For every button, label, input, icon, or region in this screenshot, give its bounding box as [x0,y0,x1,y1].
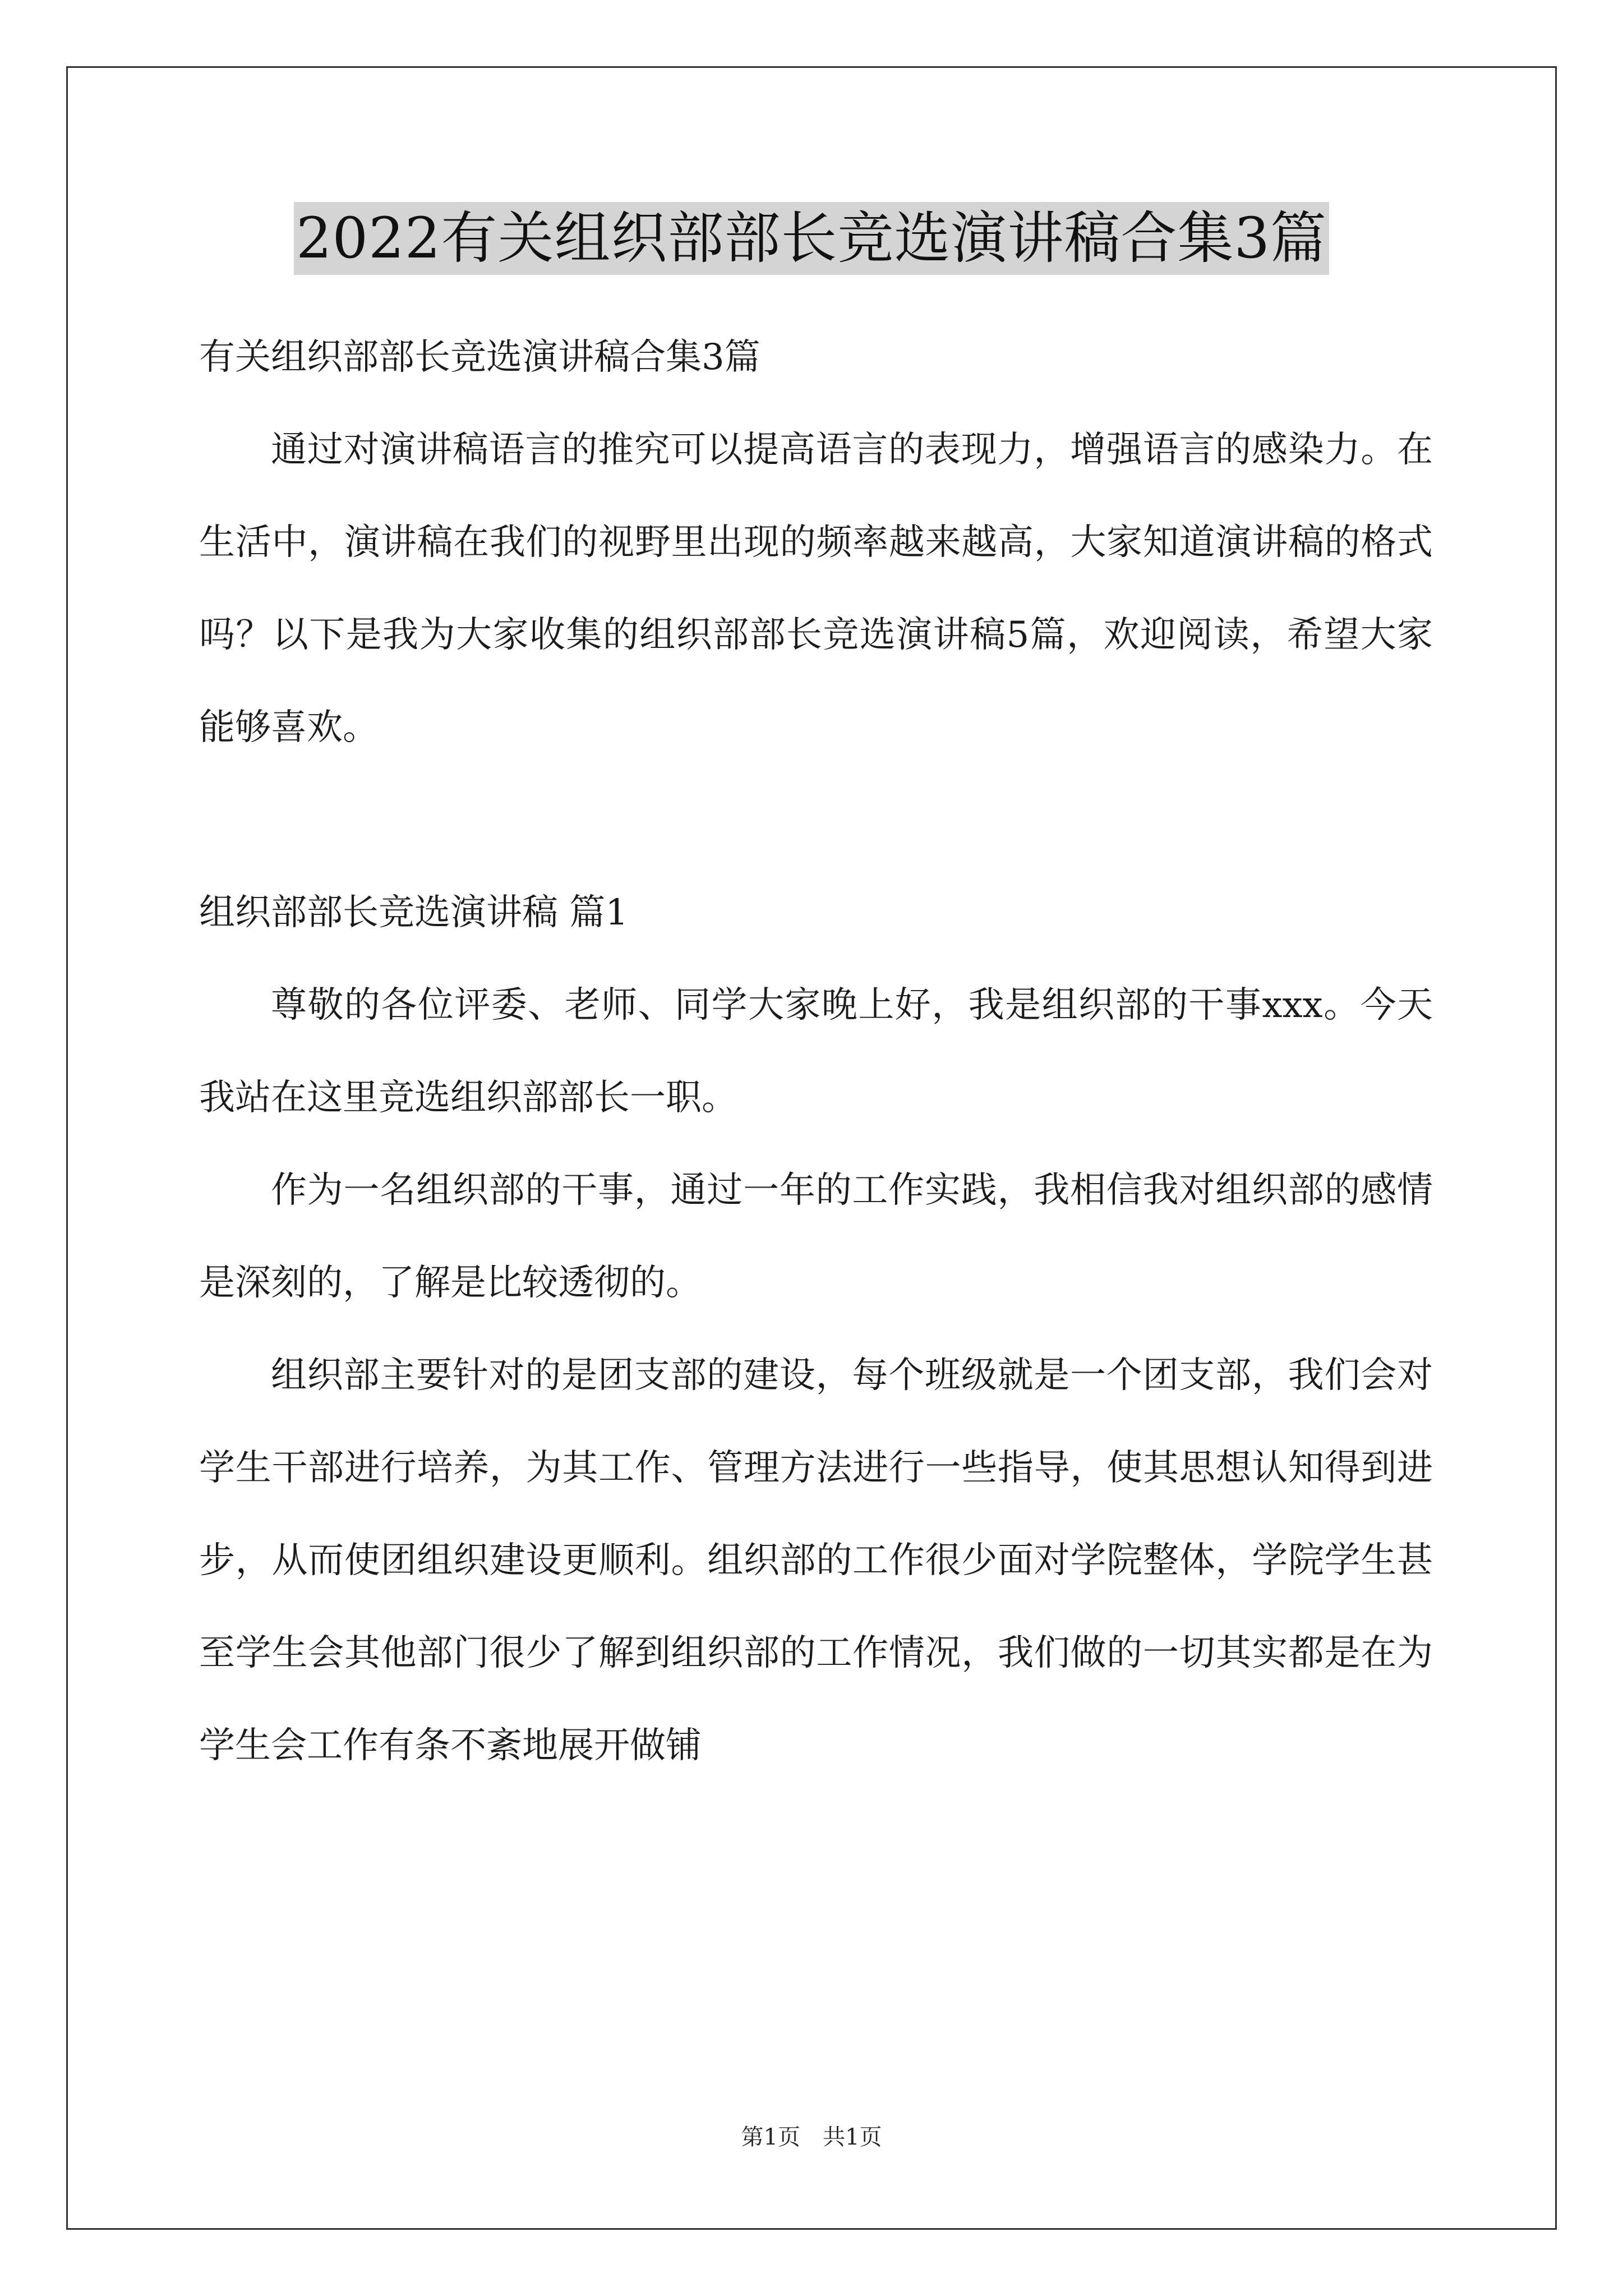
section-spacer [199,774,1433,867]
document-body [199,311,1433,1792]
page-footer [0,2120,1623,2154]
section-heading: 组织部部长竞选演讲稿 篇1 [199,892,629,933]
title-container [0,202,1623,275]
body-paragraph: 作为一名组织部的干事，通过一年的工作实践，我相信我对组织部的感情是深刻的，了解是比较透彻的。 [199,1170,1433,1304]
intro-paragraph: 通过对演讲稿语言的推究可以提高语言的表现力，增强语言的感染力。在生活中，演讲稿在我们的视野里出现的频率越来越高，大家知道演讲稿的格式吗？以下是我为大家收集的组织部部长竞选演讲稿5篇，欢迎阅读，希望大家能够喜欢。 [199,429,1433,748]
page-number: 第1页 共1页 [741,2124,882,2150]
body-paragraph: 组织部主要针对的是团支部的建设，每个班级就是一个团支部，我们会对学生干部进行培养，为其工作、管理方法进行一些指导，使其思想认知得到进步，从而使团组织建设更顺利。组织部的工作很少面对学院整体，学院学生甚至学生会其他部门很少了解到组织部的工作情况，我们做的一切其实都是在为学生会工作有条不紊地展开做铺 [199,1355,1433,1766]
document-subtitle: 有关组织部部长竞选演讲稿合集3篇 [199,337,760,378]
document-title: 2022有关组织部部长竞选演讲稿合集3篇 [294,202,1329,275]
body-paragraph: 尊敬的各位评委、老师、同学大家晚上好，我是组织部的干事xxx。今天我站在这里竞选组织部部长一职。 [199,984,1433,1119]
